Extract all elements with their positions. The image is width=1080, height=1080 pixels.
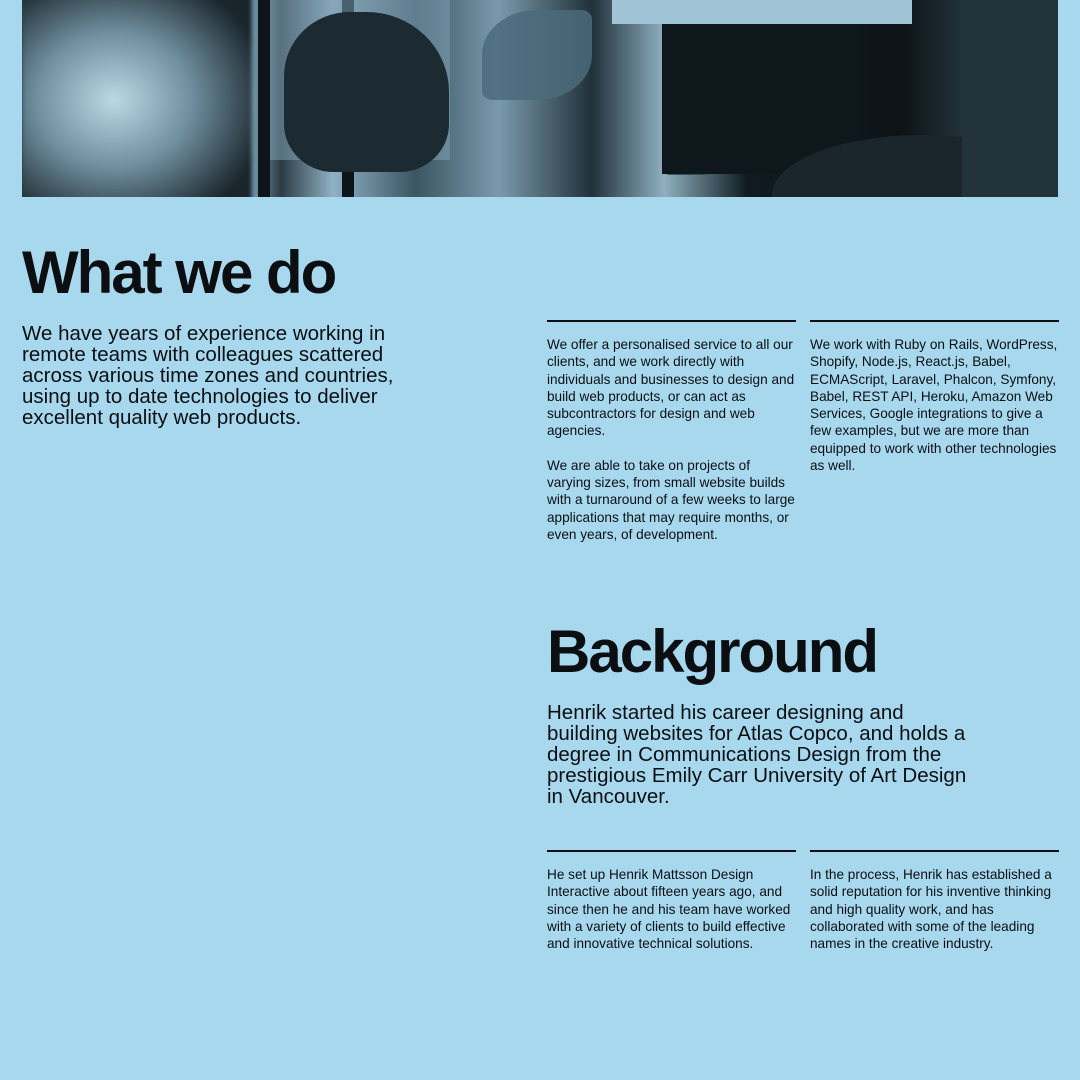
- dog: [284, 12, 449, 172]
- background-heading: Background: [547, 618, 878, 685]
- history-column: [547, 850, 796, 969]
- paragraph: He set up Henrik Mattsson Design Interactive about fifteen years ago, and since then he and his team have worked with a variety of clients to build effective and innovative technical solutions.: [547, 867, 791, 952]
- plant-leaf: [482, 10, 592, 100]
- technologies-column: [810, 320, 1059, 491]
- blurred-foreground: [22, 0, 252, 197]
- hero-photo: [22, 0, 1058, 197]
- paragraph: In the process, Henrik has established a solid reputation for his inventive thinking and high quality work, and has collaborated with some of the leading names in the creative industry.: [810, 867, 1052, 952]
- paragraph: We work with Ruby on Rails, WordPress, Shopify, Node.js, React.js, Babel, ECMAScript, Laravel, Phalcon, Symfony, Babel, REST API, Heroku, Amazon Web Services, Google integrations to give a few examples, but we are more than equipped to work with other technologies as well.: [810, 337, 1058, 474]
- background-lead: Henrik started his career designing and building websites for Atlas Copco, and holds a degree in Communications Design from the prestigious Emily Carr University of Art Design in Vancouver.: [547, 701, 967, 808]
- services-column: [547, 320, 796, 560]
- table-top: [612, 0, 912, 24]
- reputation-column: [810, 850, 1059, 969]
- what-we-do-lead: We have years of experience working in remote teams with colleagues scattered across various time zones and countries, using up to date technologies to deliver excellent quality web products.: [22, 322, 394, 429]
- dark-panel: [962, 0, 1058, 197]
- window-frame-bar: [258, 0, 270, 197]
- paragraph: We offer a personalised service to all our clients, and we work directly with individuals and businesses to design and build web products, or can act as subcontractors for design and web agencies.: [547, 337, 795, 439]
- paragraph: We are able to take on projects of varying sizes, from small website builds with a turnaround of a few weeks to large applications that may require months, or even years, of development.: [547, 457, 795, 542]
- what-we-do-heading: What we do: [22, 239, 336, 306]
